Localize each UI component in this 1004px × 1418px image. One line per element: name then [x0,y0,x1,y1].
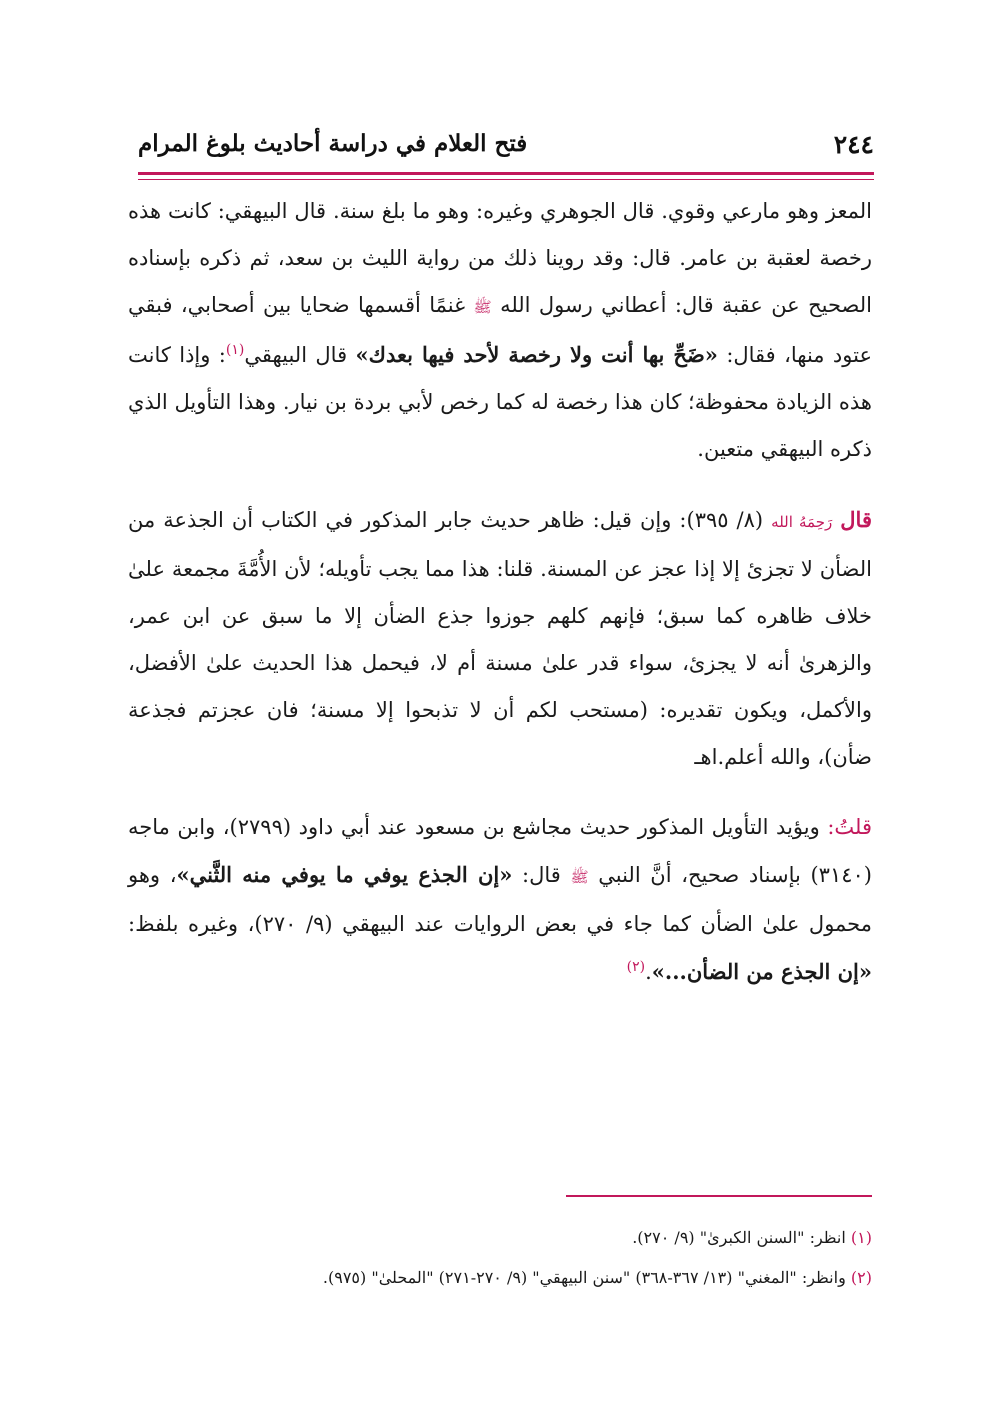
header-rule-thin [138,179,874,180]
paragraph-3 [128,804,872,996]
footnotes [128,1218,872,1298]
page-number: ٢٤٤ [833,130,874,159]
header-rule-thick [138,172,874,175]
salutation-glyph: ﷺ [473,298,492,316]
paragraph-3-text-a: ويؤيد التأويل المذكور حديث مجاشع بن مسعود عند أبي داود (٢٧٩٩)، وابن ماجه (٣١٤٠) بإسناد صحيح، أنَّ النبي [128,815,872,887]
paragraph-3-text-d: . [645,960,652,984]
hadith-quote-3: «إن الجذع من الضأن...» [651,959,872,984]
paragraph-2-text: (٨/ ٣٩٥): وإن قيل: ظاهر حديث جابر المذكور في الكتاب أن الجذعة من الضأن لا تجزئ إلا إذا عجز عن المسنة. قلنا: هذا مما يجب تأويله؛ لأن الأُمَّةَ مجمعة علىٰ خلاف ظاهره كما سبق؛ فإنهم كلهم جوزوا جذع الضأن إلا ما سبق عن ابن عمر، والزهرىٰ أنه لا يجزئ، سواء قدر علىٰ مسنة أم لا، فيحمل هذا الحديث علىٰ الأفضل، والأكمل، ويكون تقديره: (مستحب لكم أن لا تذبحوا إلا مسنة؛ فان عجزتم فجذعة ضأن)، والله أعلم.اهـ [128,508,872,769]
footnote-2 [128,1258,872,1298]
footnote-2-number: (٢) [850,1268,872,1287]
main-text [128,188,872,996]
section-lead-qal: قال [840,507,872,532]
paragraph-1-text-d: : وإذا كانت هذه الزيادة محفوظة؛ كان هذا رخصة له كما رخص لأبي بردة بن نيار. وهذا التأويل الذي ذكره البيهقي متعين. [128,343,872,461]
section-lead-qultu: قلتُ: [827,815,872,839]
footnote-2-text: وانظر: "المغني" (١٣/ ٣٦٧-٣٦٨) "سنن البيهقي" (٩/ ٢٧٠-٢٧١) "المحلىٰ" (٩٧٥). [322,1268,846,1287]
paragraph-1 [128,188,872,473]
paragraph-3-text-c: ، وهو محمول علىٰ الضأن كما جاء في بعض الروايات عند البيهقي (٩/ ٢٧٠)، وغيره بلفظ: [128,863,872,936]
footnote-1-text: انظر: "السنن الكبرىٰ" (٩/ ٢٧٠). [632,1228,846,1247]
footnote-separator [566,1195,872,1197]
footnote-ref-2: (٢) [626,959,646,975]
hadith-quote-1: «ضَحِّ بها أنت ولا رخصة لأحد فيها بعدك» [355,342,718,367]
paragraph-1-text-b: غنمًا أقسمها ضحايا بين أصحابي، فبقي عتود منها، فقال: [128,293,872,367]
paragraph-3-text-b: قال: [522,863,561,887]
salutation-glyph-2: ﷺ [570,868,589,886]
footnote-1-number: (١) [850,1228,872,1247]
page-header [138,128,874,168]
paragraph-1-text-a: المعز وهو مارعي وقوي. قال الجوهري وغيره: وهو ما بلغ سنة. قال البيهقي: كانت هذه رخصة لعقبة بن عامر. قال: وقد روينا ذلك من رواية الليث بن سعد، ثم ذكره بإسناده الصحيح عن عقبة قال: أعطاني رسول الله [128,199,872,317]
paragraph-1-text-c: قال البيهقي [244,343,348,367]
running-title: فتح العلام في دراسة أحاديث بلوغ المرام [138,130,528,157]
rahimahullah-glyph: رَحِمَهُ الله [771,513,833,531]
paragraph-2 [128,496,872,781]
footnote-ref-1: (١) [225,342,245,358]
footnote-1 [128,1218,872,1258]
hadith-quote-2: «إن الجذع يوفي ما يوفي منه الثَّني» [176,862,513,887]
